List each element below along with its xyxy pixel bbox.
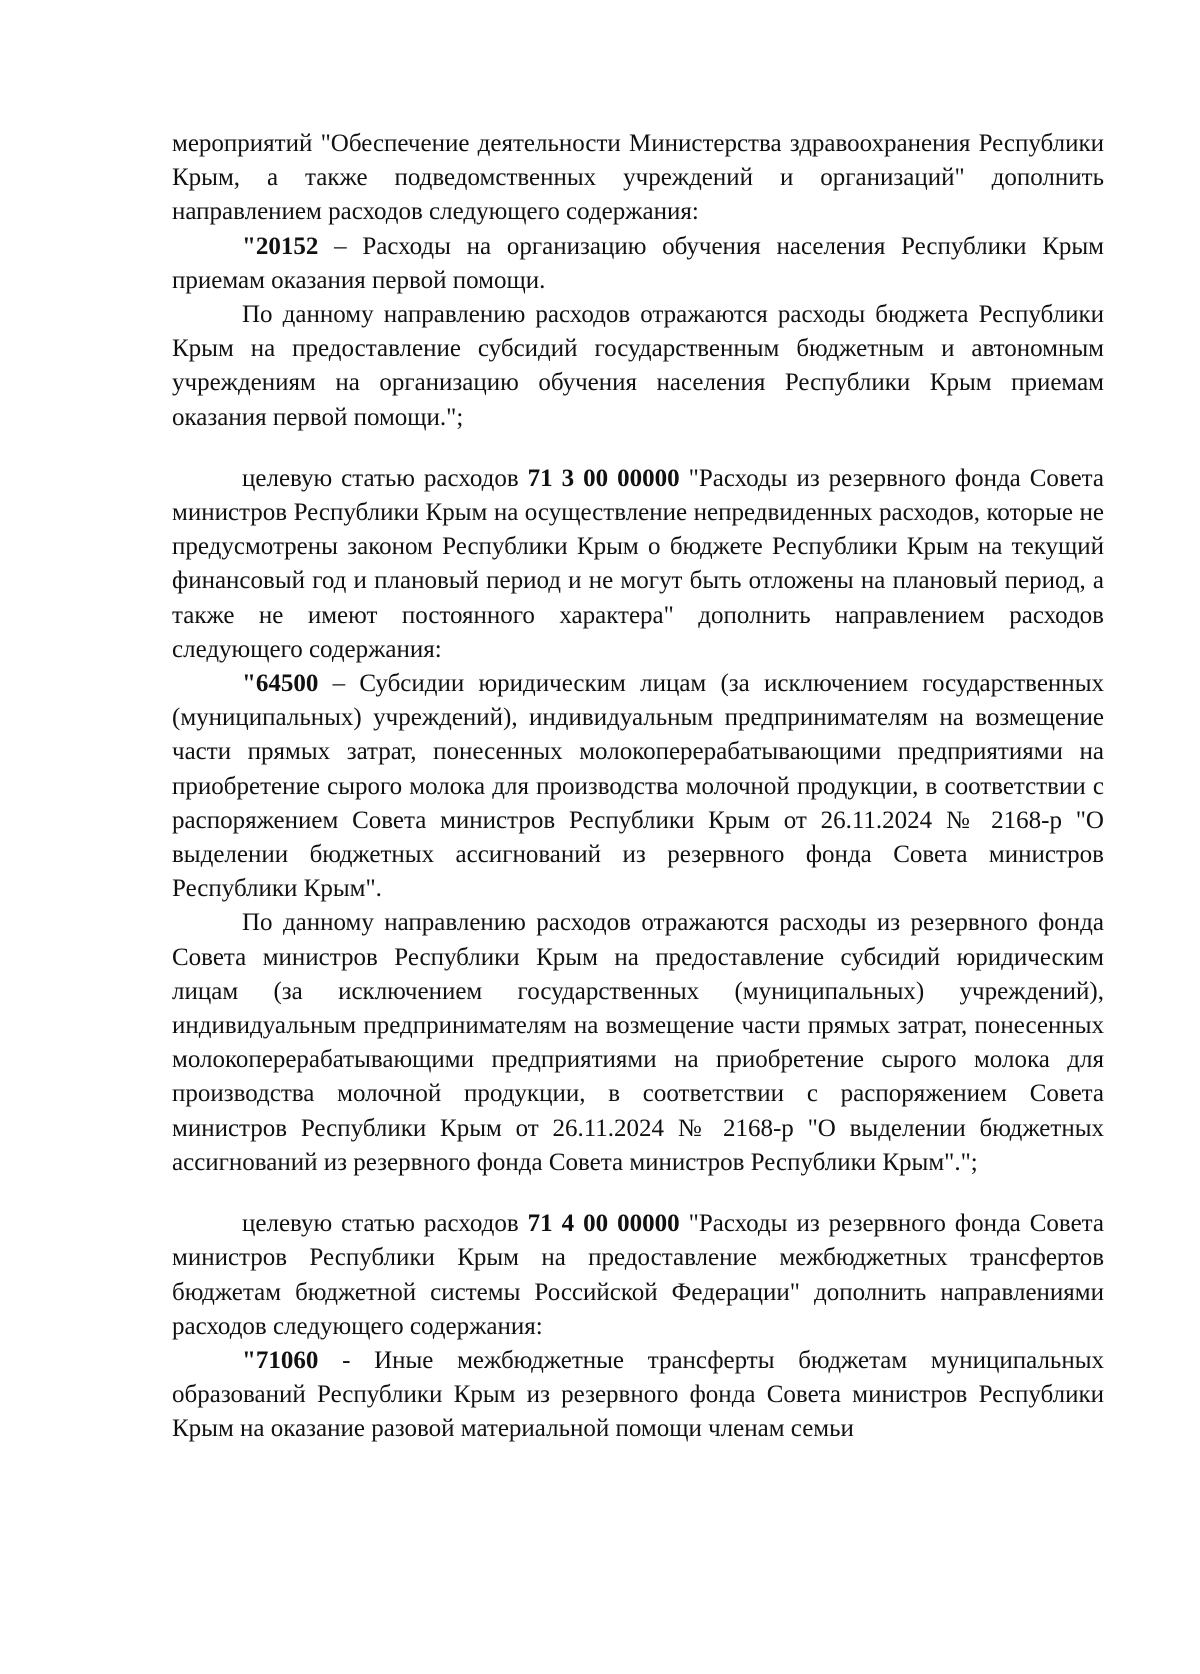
- paragraph-3: По данному направлению расходов отражаются расходы бюджета Республики Крым на предоставление субсидий государственным бюджетным и автономным учреждениям на организацию обучения населения Республики Крым приемам оказания первой помощи.";: [172, 301, 1104, 431]
- document-page: [172, 127, 1104, 1447]
- expense-code-71060: "71060: [242, 1346, 319, 1374]
- paragraph-2: [172, 230, 1104, 298]
- paragraph-8: [172, 1344, 1104, 1447]
- expense-code-64500: "64500: [242, 670, 319, 698]
- paragraph-7-text: "Расходы из резервного фонда Совета министров Республики Крым на предоставление межбюджетных трансфертов бюджетам бюджетной системы Российской Федерации" дополнить направлениями расходов следующего содержания:: [172, 1210, 1105, 1340]
- paragraph-7: [172, 1207, 1104, 1344]
- paragraph-1: мероприятий "Обеспечение деятельности Министерства здравоохранения Республики Крым, а также подведомственных учреждений и организаций" дополнить направлением расходов следующего содержания:: [172, 130, 1104, 226]
- paragraph-7-lead: целевую статью расходов: [242, 1210, 528, 1238]
- target-article-code-714: 71 4 00 00000: [527, 1210, 680, 1238]
- expense-code-20152: "20152: [242, 232, 319, 260]
- paragraph-2-text: – Расходы на организацию обучения населения Республики Крым приемам оказания первой помощи.: [172, 232, 1104, 294]
- paragraph-6: По данному направлению расходов отражаются расходы из резервного фонда Совета министров Республики Крым на предоставление субсидий юридическим лицам (за исключением государственных (муниципальных) учреждений), индивидуальным предпринимателям на возмещение части прямых затрат, понесенных молокоперерабатывающими предприятиями на приобретение сырого молока для производства молочной продукции, в соответствии с распоряжением Совета министров Республики Крым от 26.11.2024 № 2168-р "О выделении бюджетных ассигнований из резервного фонда Совета министров Республики Крым".";: [172, 909, 1104, 1176]
- paragraph-4-lead: целевую статью расходов: [242, 464, 528, 492]
- paragraph-4: [172, 462, 1104, 667]
- paragraph-4-text: "Расходы из резервного фонда Совета министров Республики Крым на осуществление непредвиденных расходов, которые не предусмотрены законом Республики Крым о бюджете Республики Крым на текущий финансовый год и плановый период и не могут быть отложены на плановый период, а также не имеют постоянного характера" дополнить направлением расходов следующего содержания:: [172, 464, 1105, 663]
- paragraph-5-text: – Субсидии юридическим лицам (за исключением государственных (муниципальных) учреждений), индивидуальным предпринимателям на возмещение части прямых затрат, понесенных молокоперерабатывающими предприятиями на приобретение сырого молока для производства молочной продукции, в соответствии с распоряжением Совета министров Республики Крым от 26.11.2024 № 2168-р "О выделении бюджетных ассигнований из резервного фонда Совета министров Республики Крым".: [172, 670, 1104, 903]
- paragraph-8-text: - Иные межбюджетные трансферты бюджетам муниципальных образований Республики Крым из резервного фонда Совета министров Республики Крым на оказание разовой материальной помощи членам семьи: [172, 1346, 1104, 1443]
- target-article-code-713: 71 3 00 00000: [527, 464, 680, 492]
- paragraph-5: [172, 667, 1104, 906]
